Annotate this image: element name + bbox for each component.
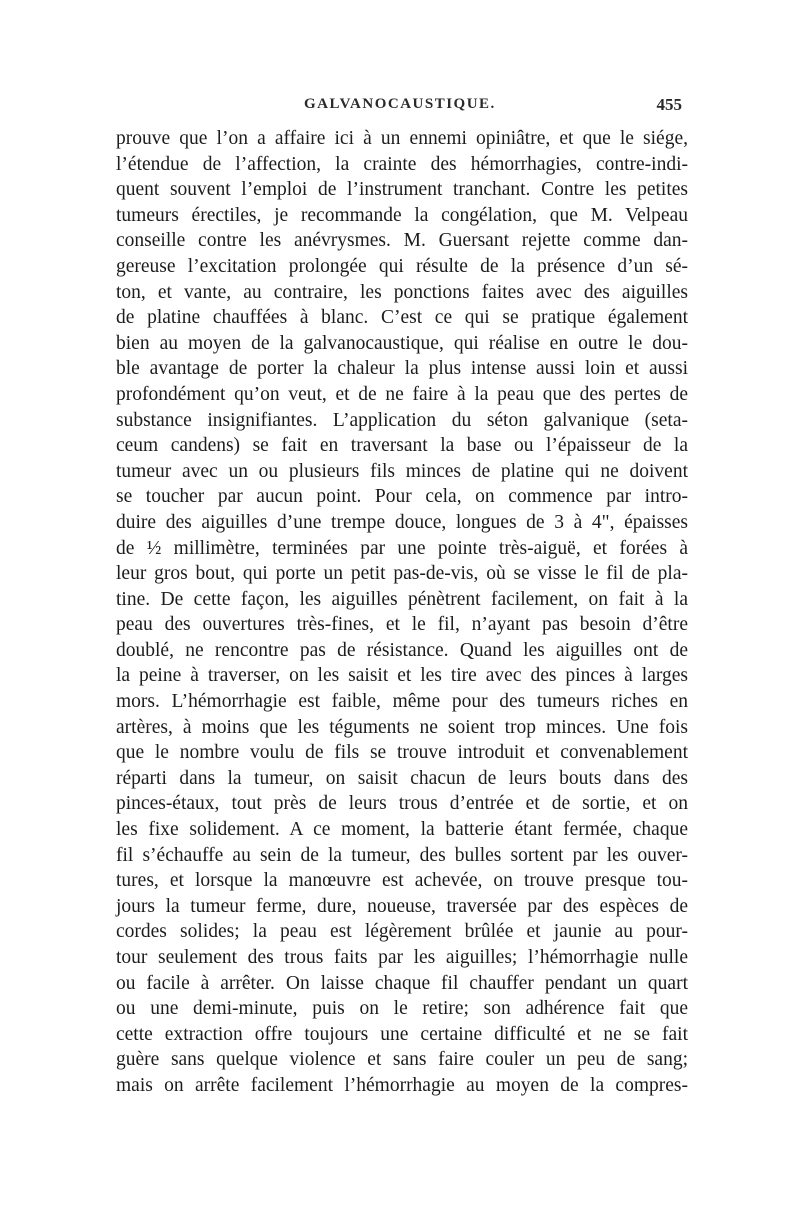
text-line: duire des aiguilles d’une trempe douce, longues de 3 à 4", épaisses <box>116 511 688 533</box>
text-line: la peine à traverser, on les saisit et les tire avec des pinces à larges <box>116 665 688 687</box>
text-line: mais on arrête facilement l’hémorrhagie au moyen de la compres- <box>116 1074 688 1096</box>
text-line: de platine chauffées à blanc. C’est ce qui se pratique également <box>116 307 688 329</box>
text-line: de ½ millimètre, terminées par une pointe très-aiguë, et forées à <box>116 537 688 559</box>
body-text <box>116 126 688 1099</box>
text-line: pinces-étaux, tout près de leurs trous d’entrée et de sortie, et on <box>116 793 688 815</box>
text-line: tumeur avec un ou plusieurs fils minces de platine qui ne doivent <box>116 460 688 482</box>
text-line: que le nombre voulu de fils se trouve introduit et convenablement <box>116 742 688 764</box>
text-line: tour seulement des trous faits par les aiguilles; l’hémorrhagie nulle <box>116 947 688 968</box>
text-line: fil s’échauffe au sein de la tumeur, des bulles sortent par les ouver- <box>116 844 688 866</box>
text-line: ou facile à arrêter. On laisse chaque fil chauffer pendant un quart <box>116 972 688 994</box>
text-line: prouve que l’on a affaire ici à un ennemi opiniâtre, et que le siége, <box>116 128 688 149</box>
text-line: tine. De cette façon, les aiguilles pénètrent facilement, on fait à la <box>116 588 688 610</box>
running-head <box>118 96 686 120</box>
running-title: GALVANOCAUSTIQUE. <box>304 96 496 112</box>
text-line: tures, et lorsque la manœuvre est achevée, on trouve presque tou- <box>116 870 688 892</box>
text-line: doublé, ne rencontre pas de résistance. Quand les aiguilles ont de <box>116 639 688 661</box>
text-line: jours la tumeur ferme, dure, noueuse, traversée par des espèces de <box>116 895 688 917</box>
text-line: ton, et vante, au contraire, les ponctions faites avec des aiguilles <box>116 281 688 303</box>
text-line: tumeurs érectiles, je recommande la congélation, que M. Velpeau <box>116 204 688 226</box>
text-line: leur gros bout, qui porte un petit pas-de-vis, où se visse le fil de pla- <box>116 563 688 585</box>
text-line: se toucher par aucun point. Pour cela, on commence par intro- <box>116 486 688 508</box>
text-line: conseille contre les anévrysmes. M. Guersant rejette comme dan- <box>116 230 688 252</box>
text-line: ble avantage de porter la chaleur la plus intense aussi loin et aussi <box>116 358 688 380</box>
text-line: gereuse l’excitation prolongée qui résulte de la présence d’un sé- <box>116 255 688 277</box>
text-line: ceum candens) se fait en traversant la base ou l’épaisseur de la <box>116 435 688 457</box>
text-line: substance insignifiantes. L’application du séton galvanique (seta- <box>116 409 688 431</box>
text-line: réparti dans la tumeur, on saisit chacun de leurs bouts dans des <box>116 767 688 789</box>
text-line: ou une demi-minute, puis on le retire; son adhérence fait que <box>116 998 688 1020</box>
text-line: bien au moyen de la galvanocaustique, qui réalise en outre le dou- <box>116 332 688 354</box>
text-line: mors. L’hémorrhagie est faible, même pour des tumeurs riches en <box>116 691 688 713</box>
text-line: l’étendue de l’affection, la crainte des hémorrhagies, contre-indi- <box>116 153 688 175</box>
text-line: cette extraction offre toujours une certaine difficulté et ne se fait <box>116 1023 688 1045</box>
page-number: 455 <box>656 95 682 114</box>
text-line: guère sans quelque violence et sans faire couler un peu de sang; <box>116 1049 688 1071</box>
text-line: artères, à moins que les téguments ne soient trop minces. Une fois <box>116 716 688 738</box>
text-line: profondément qu’on veut, et de ne faire à la peau que des pertes de <box>116 383 688 405</box>
text-line: quent souvent l’emploi de l’instrument tranchant. Contre les petites <box>116 179 688 201</box>
text-line: cordes solides; la peau est légèrement brûlée et jaunie au pour- <box>116 921 688 943</box>
text-line: les fixe solidement. A ce moment, la batterie étant fermée, chaque <box>116 819 688 841</box>
text-line: peau des ouvertures très-fines, et le fil, n’ayant pas besoin d’être <box>116 614 688 636</box>
